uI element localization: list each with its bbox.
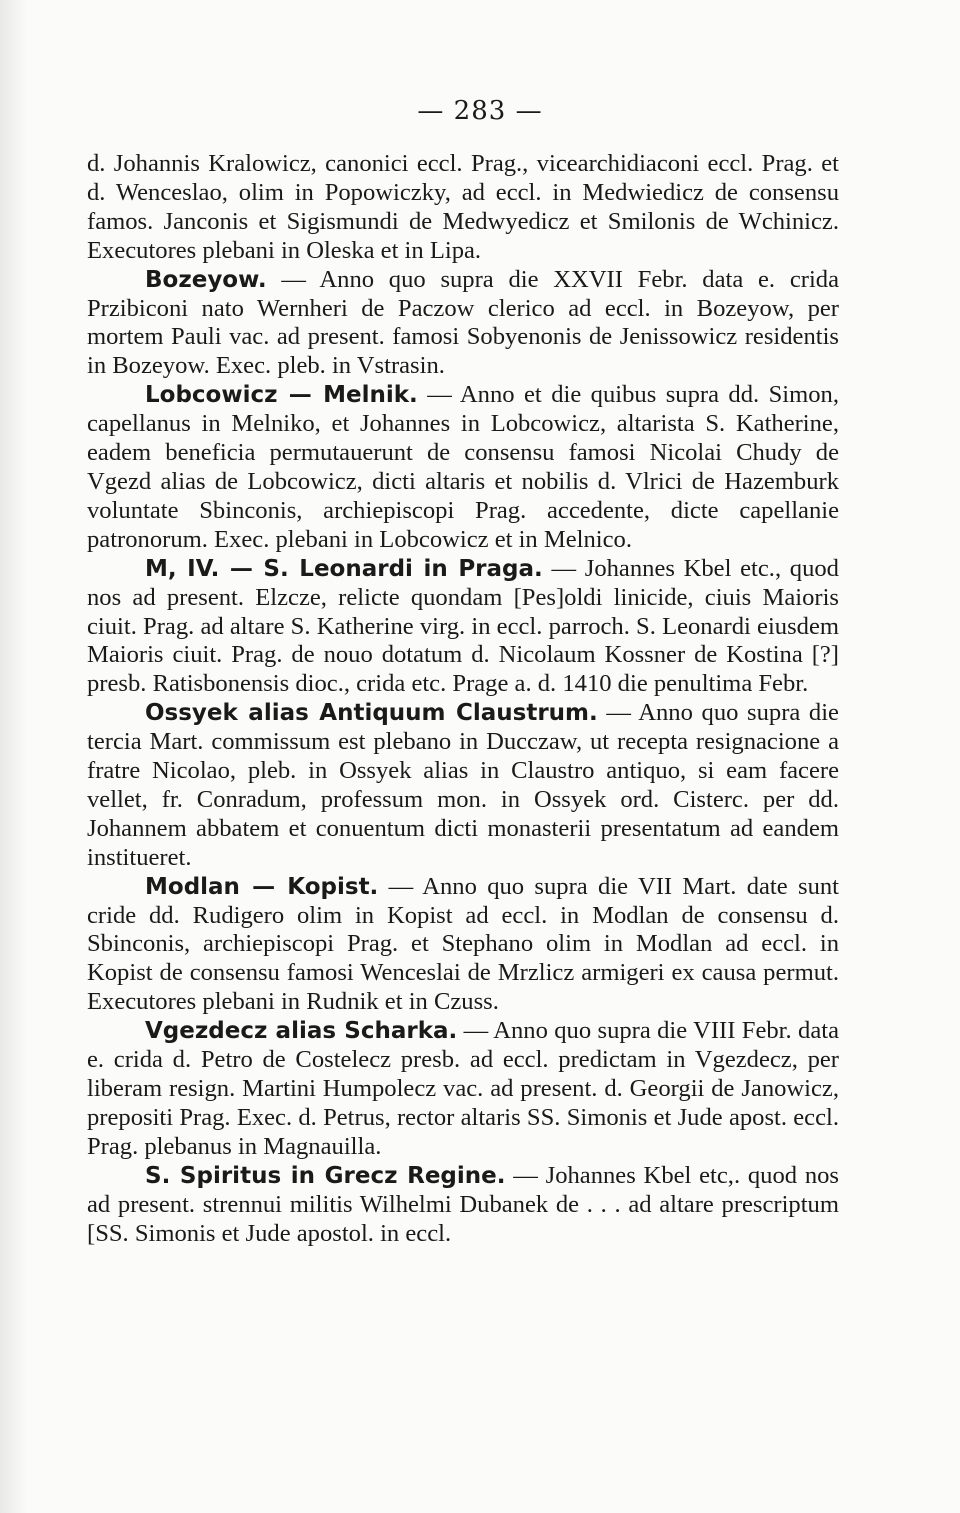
entry-continuation bbox=[87, 150, 839, 266]
page-edge-shadow bbox=[0, 0, 28, 1513]
entry-heading: Modlan — Kopist. bbox=[145, 873, 379, 900]
entry-text: — Johannes Kbel etc., quod nos ad present. Elzcze, relicte quondam [Pes]oldi linicide, ciuis Maioris ciuit. Prag. ad altare S. Katherine virg. in eccl. parroch. S. Leonardi eiusdem Maioris ciuit. Prag. de nouo dotatum d. Nicolaum Kossner de Kostina [?] presb. Ratisbonensis dioc., crida etc. Prage a. d. 1410 die penultima Febr. bbox=[87, 554, 839, 698]
entry-text: — Anno quo supra die VII Mart. date sunt cride dd. Rudigero olim in Kopist ad eccl. in Modlan de consensu d. Sbinconis, archiepiscopi Prag. et Stephano olim in Modlan ad eccl. in Kopist de consensu famosi Wenceslai de Mrzlicz armigeri ex causa permut. Executores plebani in Rudnik et in Czuss. bbox=[87, 872, 840, 1016]
page-body bbox=[87, 150, 839, 1248]
entry-heading: Lobcowicz — Melnik. bbox=[145, 382, 418, 409]
entry-text: — Anno quo supra die tercia Mart. commissum est plebano in Ducczaw, ut recepta resignacione a fratre Nicolao, pleb. in Ossyek alias in Claustro antiquo, si eam facere vellet, fr. Conradum, professum mon. in Ossyek ord. Cisterc. per dd. Johannem abbatem et conuentum dicti monasterii presentatum ad eandem institueret. bbox=[87, 699, 839, 871]
page-number: — 283 — bbox=[417, 96, 543, 126]
entry-s-spiritus bbox=[87, 1162, 839, 1249]
entry-heading: S. Spiritus in Grecz Regine. bbox=[145, 1162, 506, 1189]
entry-s-leonardi bbox=[87, 555, 839, 700]
entry-vgezdecz bbox=[87, 1017, 839, 1162]
entry-lobcowicz-melnik bbox=[87, 381, 839, 554]
entry-heading: Ossyek alias Antiquum Claustrum. bbox=[145, 700, 598, 727]
entry-text: — Anno quo supra die XXVII Febr. data e. crida Przibiconi nato Wernheri de Paczow clerico ad eccl. in Bozeyow, per mortem Pauli vac. ad present. famosi Sobyenonis de Jenissowicz residentis in Bozeyow. Exec. pleb. in Vstrasin. bbox=[87, 265, 839, 380]
entry-heading: Bozeyow. bbox=[145, 266, 267, 293]
entry-text: d. Johannis Kralowicz, canonici eccl. Prag., vicearchidiaconi eccl. Prag. et d. Wenceslao, olim in Popowiczky, ad eccl. in Medwiedicz de consensu famos. Janconis et Sigismundi de Medwyedicz et Smilonis de Wchinicz. Executores plebani in Oleska et in Lipa. bbox=[87, 150, 839, 264]
entry-heading: Vgezdecz alias Scharka. bbox=[145, 1018, 458, 1045]
entry-modlan-kopist bbox=[87, 873, 839, 1018]
entry-text: — Johannes Kbel etc,. quod nos ad present. strennui militis Wilhelmi Dubanek de . . . ad altare prescriptum [SS. Simonis et Jude apostol. in eccl. bbox=[87, 1161, 839, 1247]
entry-text: — Anno et die quibus supra dd. Simon, capellanus in Melniko, et Johannes in Lobcowicz, altarista S. Katherine, eadem beneficia permutauerunt de consensu famosi Nicolai Chudy de Vgezd alias de Lobcowicz, dicti altaris et nobilis d. Vlrici de Hazemburk voluntate Sbinconis, archiepiscopi Prag. accedente, dicte capellanie patronorum. Exec. plebani in Lobcowicz et in Melnico. bbox=[87, 381, 839, 553]
entry-ossyek bbox=[87, 699, 839, 872]
entry-text: — Anno quo supra die VIII Febr. data e. crida d. Petro de Costelecz presb. ad eccl. predictam in Vgezdecz, per liberam resign. Martini Humpolecz vac. ad present. d. Georgii de Janowicz, prepositi Prag. Exec. d. Petrus, rector altaris SS. Simonis et Jude apost. eccl. Prag. plebanus in Magnauilla. bbox=[87, 1017, 839, 1160]
entry-heading: M, IV. — S. Leonardi in Praga. bbox=[145, 555, 543, 582]
entry-bozeyow bbox=[87, 266, 839, 382]
